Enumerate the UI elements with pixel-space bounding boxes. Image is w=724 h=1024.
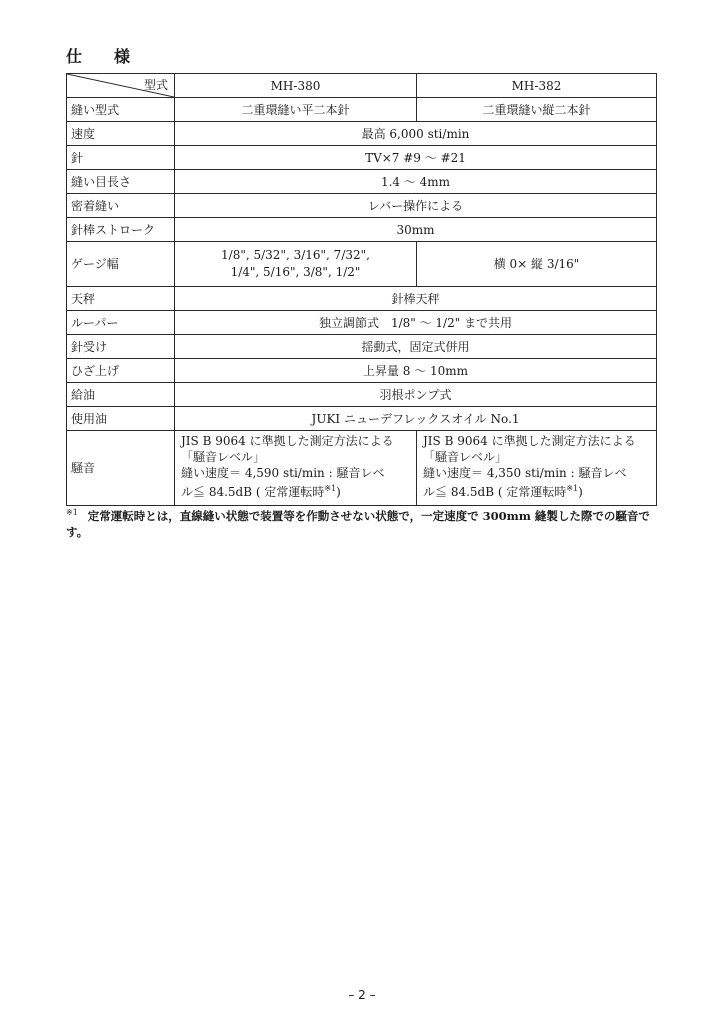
spec-table [66,73,657,506]
noise-mh380-line2: 「騒音レベル」 [181,450,266,464]
row-label-speed: 速度 [67,122,175,146]
gauge-mh380-line1: 1/8", 5/32", 3/16", 7/32", [221,248,370,262]
gauge-mh380-line2: 1/4", 5/16", 3/8", 1/2" [230,265,361,279]
table-row [67,311,657,335]
footnote-mark: ※1 [66,508,78,518]
presser-lift-value: 上昇量 8 〜 10mm [175,359,657,383]
row-label-stitch-length: 縫い目長さ [67,170,175,194]
needle-guard-value: 揺動式，固定式併用 [175,335,657,359]
table-row [67,287,657,311]
table-row [67,383,657,407]
needle-bar-stroke-value: 30mm [175,218,657,242]
footnote-text: 定常運転時とは，直線縫い状態で装置等を作動させない状態で，一定速度で 300mm 縫製した際での騒音です。 [66,509,650,539]
table-row [67,146,657,170]
row-label-stitch-type: 縫い型式 [67,98,175,122]
page-number: – 2 – [348,988,376,1002]
row-label-looper: ルーパー [67,311,175,335]
noise-mh380-close: ) [336,485,341,499]
table-row [67,407,657,431]
model-header-mh380: MH-380 [175,74,417,98]
table-row [67,194,657,218]
condensed-value: レバー操作による [175,194,657,218]
row-label-needle-guard: 針受け [67,335,175,359]
table-row [67,170,657,194]
speed-value: 最高 6,000 sti/min [175,122,657,146]
gauge-mh380 [175,242,417,287]
row-label-condensed: 密着縫い [67,194,175,218]
noise-mh382 [417,431,657,506]
thread-takeup-value: 針棒天秤 [175,287,657,311]
table-header-row [67,74,657,98]
noise-mh382-line3: 縫い速度＝ 4,350 sti/min : 騒音レベ [423,466,627,480]
stitch-type-mh382: 二重環縫い縦二本針 [417,98,657,122]
corner-cell [67,74,175,98]
noise-mh382-line1: JIS B 9064 に準拠した測定方法による [423,434,636,448]
noise-mh382-line4 [423,481,650,500]
row-label-oil: 使用油 [67,407,175,431]
stitch-type-mh380: 二重環縫い平二本針 [175,98,417,122]
row-label-thread-takeup: 天秤 [67,287,175,311]
gauge-mh382: 横 0× 縦 3/16" [417,242,657,287]
row-label-presser-lift: ひざ上げ [67,359,175,383]
model-header-mh382: MH-382 [417,74,657,98]
oil-value: JUKI ニューデフレックスオイル No.1 [175,407,657,431]
page-heading: 仕 様 [66,47,139,66]
noise-mh382-footnote-ref: ※1 [566,484,579,493]
lubrication-value: 羽根ポンプ式 [175,383,657,407]
noise-mh380 [175,431,417,506]
table-row [67,335,657,359]
table-row [67,242,657,287]
stitch-length-value: 1.4 〜 4mm [175,170,657,194]
noise-mh380-line4-text: ル≦ 84.5dB ( 定常運転時 [181,485,325,499]
noise-mh382-line4-text: ル≦ 84.5dB ( 定常運転時 [423,485,567,499]
row-label-needle: 針 [67,146,175,170]
table-row [67,98,657,122]
noise-mh380-line3: 縫い速度＝ 4,590 sti/min : 騒音レベ [181,466,385,480]
row-label-lubrication: 給油 [67,383,175,407]
table-row [67,122,657,146]
footnote [66,508,666,540]
noise-mh382-line2: 「騒音レベル」 [423,450,508,464]
row-label-gauge: ゲージ幅 [67,242,175,287]
needle-value: TV×7 #9 〜 #21 [175,146,657,170]
table-row [67,359,657,383]
looper-value: 独立調節式 1/8" 〜 1/2" まで共用 [175,311,657,335]
table-row [67,431,657,506]
corner-label: 型式 [143,78,168,92]
row-label-needle-bar-stroke: 針棒ストローク [67,218,175,242]
noise-mh380-line1: JIS B 9064 に準拠した測定方法による [181,434,394,448]
table-row [67,218,657,242]
noise-mh380-line4 [181,481,410,500]
noise-mh382-close: ) [578,485,583,499]
noise-mh380-footnote-ref: ※1 [324,484,337,493]
row-label-noise: 騒音 [67,431,175,506]
